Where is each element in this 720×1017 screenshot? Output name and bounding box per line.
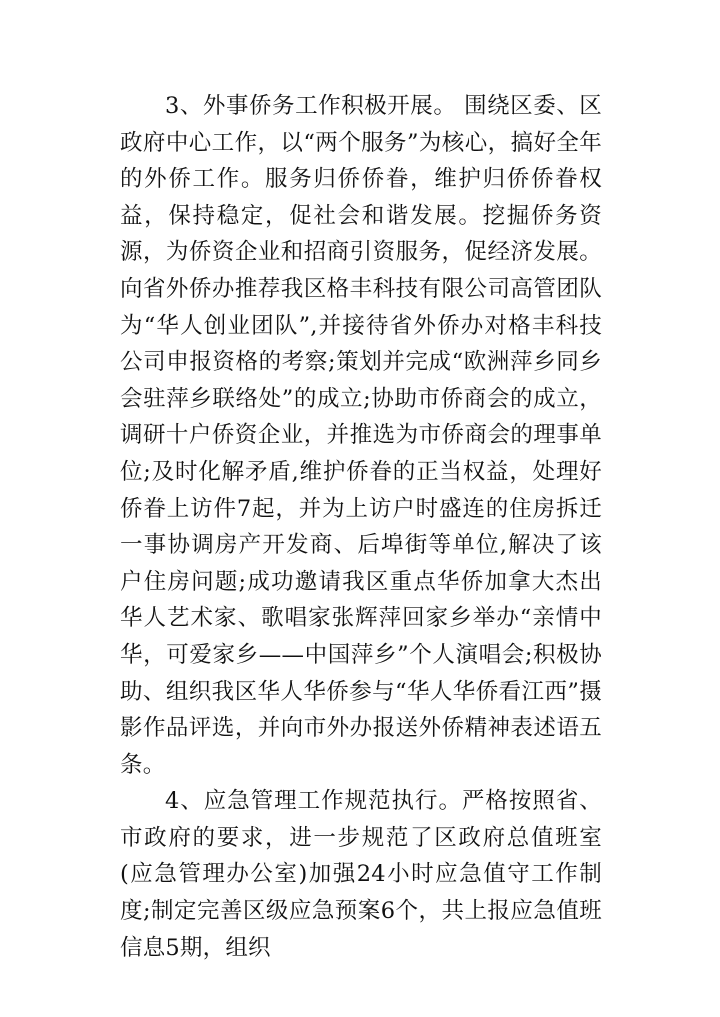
document-page — [120, 88, 602, 966]
paragraph-foreign-affairs: 3、外事侨务工作积极开展。 围绕区委、区政府中心工作，以“两个服务”为核心，搞好全年的外侨工作。服务归侨侨眷，维护归侨侨眷权益，保持稳定，促社会和谐发展。挖掘侨务资源，为侨资企业和招商引资服务，促经济发展。向省外侨办推荐我区格丰科技有限公司高管团队为“华人创业团队”,并接待省外侨办对格丰科技公司申报资格的考察;策划并完成“欧洲萍乡同乡会驻萍乡联络处”的成立;协助市侨商会的成立，调研十户侨资企业，并推选为市侨商会的理事单位;及时化解矛盾,维护侨眷的正当权益，处理好侨眷上访件7起，并为上访户时盛连的住房拆迁一事协调房产开发商、后埠街等单位,解决了该户住房问题;成功邀请我区重点华侨加拿大杰出华人艺术家、歌唱家张辉萍回家乡举办“亲情中华，可爱家乡——中国萍乡”个人演唱会;积极协助、组织我区华人华侨参与“华人华侨看江西”摄影作品评选，并向市外办报送外侨精神表述语五条。 — [120, 93, 602, 778]
paragraph-emergency-management: 4、应急管理工作规范执行。严格按照省、市政府的要求，进一步规范了区政府总值班室(应急管理办公室)加强24小时应急值守工作制度;制定完善区级应急预案6个，共上报应急值班信息5期，组织 — [120, 788, 602, 961]
